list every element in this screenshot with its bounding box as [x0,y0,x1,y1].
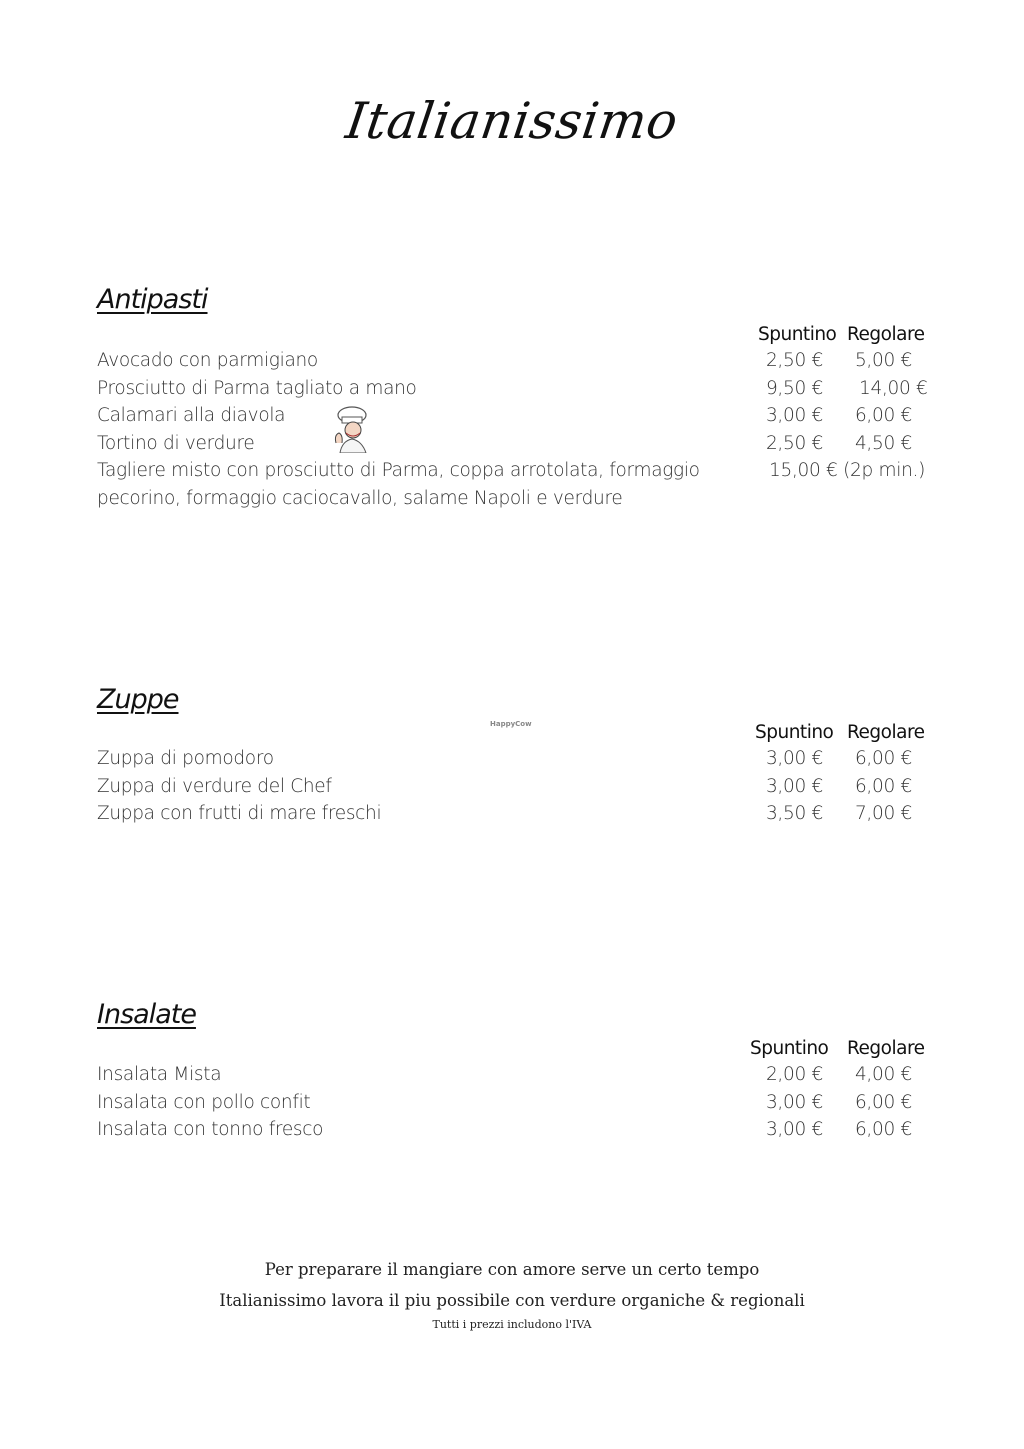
price-snack: 3,00 € [765,1092,823,1113]
price-regular: 6,00 € [854,1092,912,1113]
menu-item [97,776,927,804]
price-regular: 7,00 € [854,803,912,824]
price-snack: 3,00 € [765,776,823,797]
menu-item [97,405,927,433]
item-name: Avocado con parmigiano [97,350,318,371]
price-regular: 6,00 € [854,776,912,797]
menu-item [97,1092,927,1120]
item-name: Prosciutto di Parma tagliato a mano [97,378,417,399]
price-snack: 3,00 € [765,405,823,426]
footer-note-organic: Italianissimo lavora il piu possibile con verdure organiche & regionali [219,1291,805,1310]
menu-item [97,460,927,488]
item-name: Zuppa di pomodoro [97,748,274,769]
menu-item [97,748,927,776]
price-snack: 3,00 € [765,1119,823,1140]
price-snack: 9,50 € [765,378,823,399]
item-name: Zuppa di verdure del Chef [97,776,332,797]
menu-item [97,803,927,831]
menu-item [97,378,927,406]
price-snack: 2,50 € [765,350,823,371]
price-regular: 4,50 € [854,433,912,454]
price-snack: 2,50 € [765,433,823,454]
price-regular: 5,00 € [854,350,912,371]
happycow-watermark: HappyCow [490,720,532,728]
item-name: Zuppa con frutti di mare freschi [97,803,382,824]
column-header-snack: Spuntino [750,1038,829,1059]
section-title-zuppe: Zuppe [97,684,179,715]
price-regular: 14,00 € [859,378,928,399]
menu-item [97,350,927,378]
price-platter: 15,00 € (2p min.) [769,460,925,481]
item-name-continued [97,488,927,516]
price-regular: 4,00 € [854,1064,912,1085]
price-snack: 2,00 € [765,1064,823,1085]
column-header-snack: Spuntino [755,722,834,743]
column-header-regular: Regolare [847,722,925,743]
menu-item [97,1064,927,1092]
price-regular: 6,00 € [854,748,912,769]
price-regular: 6,00 € [854,1119,912,1140]
column-header-regular: Regolare [847,324,925,345]
item-name: Calamari alla diavola [97,405,286,426]
column-header-snack: Spuntino [758,324,837,345]
item-name: Insalata con tonno fresco [97,1119,324,1140]
price-snack: 3,50 € [765,803,823,824]
column-header-regular: Regolare [847,1038,925,1059]
item-name: Insalata Mista [97,1064,222,1085]
footer-note-vat: Tutti i prezzi includono l'IVA [432,1318,592,1331]
item-name: Tagliere misto con prosciutto di Parma, coppa arrotolata, formaggio [97,460,700,481]
price-snack: 3,00 € [765,748,823,769]
item-name-line2: pecorino, formaggio caciocavallo, salame Napoli e verdure [97,488,623,509]
section-title-insalate: Insalate [97,999,196,1030]
item-name: Tortino di verdure [97,433,255,454]
item-name: Insalata con pollo confit [97,1092,311,1113]
menu-item [97,433,927,461]
section-title-antipasti: Antipasti [97,284,208,315]
price-regular: 6,00 € [854,405,912,426]
chef-icon [330,405,374,453]
footer-note-time: Per preparare il mangiare con amore serve un certo tempo [264,1260,760,1279]
restaurant-title: Italianissimo [342,92,682,150]
menu-item [97,1119,927,1147]
